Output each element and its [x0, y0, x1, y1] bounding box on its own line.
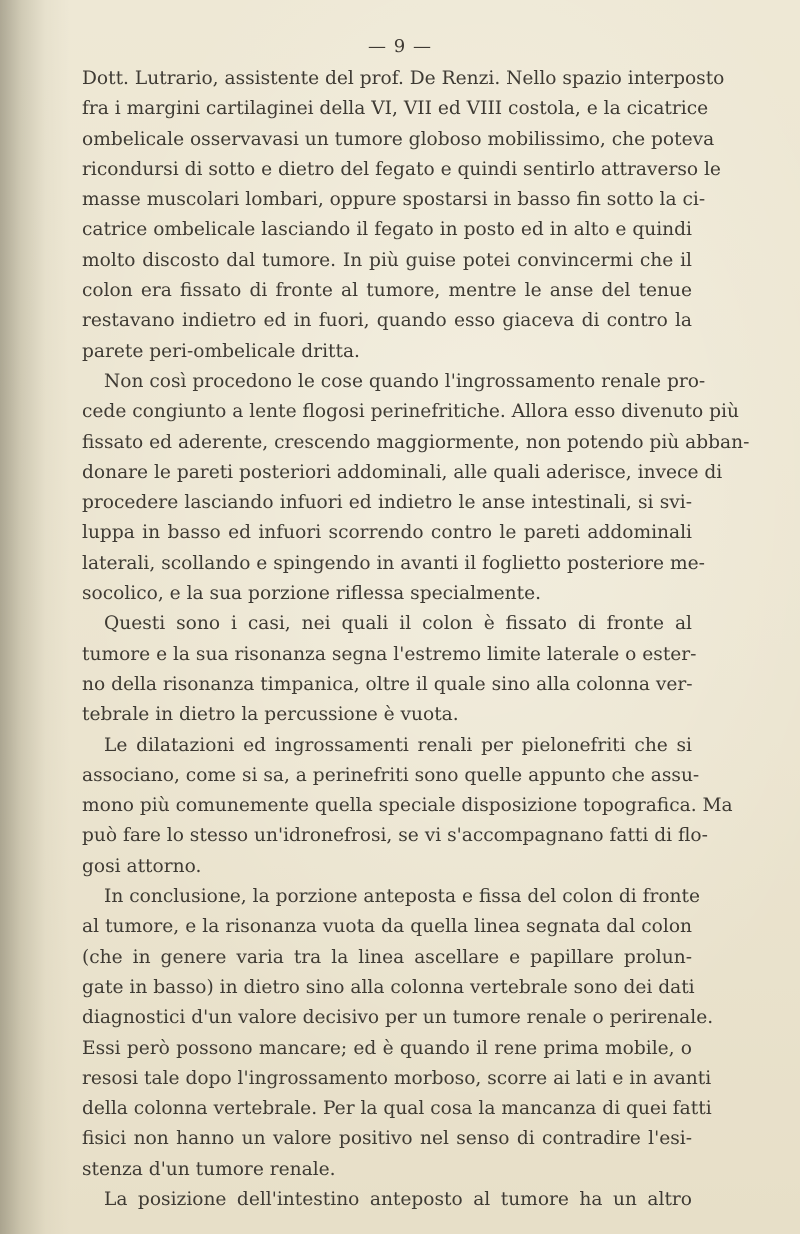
text-line: no della risonanza timpanica, oltre il quale sino alla colonna ver-: [82, 673, 693, 695]
text-line: Le dilatazioni ed ingrossamenti renali per pielonefriti che si: [104, 734, 692, 756]
text-line: laterali, scollando e spingendo in avanti il foglietto posteriore me-: [82, 552, 705, 574]
text-line: stenza d'un tumore renale.: [82, 1158, 336, 1180]
text-line: associano, come si sa, a perinefriti sono quelle appunto che assu-: [82, 764, 700, 786]
text-line: luppa in basso ed infuori scorrendo contro le pareti addominali: [82, 522, 692, 544]
text-line: ricondursi di sotto e dietro del fegato e quindi sentirlo attraverso le: [82, 158, 721, 180]
text-line: tumore e la sua risonanza segna l'estremo limite laterale o ester-: [82, 643, 697, 665]
text-line: catrice ombelicale lasciando il fegato in posto ed in alto e quindi: [82, 219, 692, 241]
text-line: fissato ed aderente, crescendo maggiormente, non potendo più abban-: [82, 431, 750, 453]
text-line: (che in genere varia tra la linea ascellare e papillare prolun-: [82, 946, 692, 968]
text-line: Essi però possono mancare; ed è quando il rene prima mobile, o: [82, 1037, 692, 1059]
text-line: colon era fissato di fronte al tumore, mentre le anse del tenue: [82, 280, 692, 302]
text-line: resosi tale dopo l'ingrossamento morboso, scorre ai lati e in avanti: [82, 1067, 712, 1089]
text-line: gate in basso) in dietro sino alla colonna vertebrale sono dei dati: [82, 976, 695, 998]
body-text: [82, 64, 750, 1215]
page-number: — 9 —: [368, 36, 432, 57]
text-line: diagnostici d'un valore decisivo per un tumore renale o perirenale.: [82, 1007, 714, 1029]
text-line: masse muscolari lombari, oppure spostarsi in basso fin sotto la ci-: [82, 189, 706, 211]
text-line: Non così procedono le cose quando l'ingrossamento renale pro-: [104, 370, 706, 392]
text-line: Dott. Lutrario, assistente del prof. De Renzi. Nello spazio interposto: [82, 68, 725, 89]
text-line: della colonna vertebrale. Per la qual cosa la mancanza di quei fatti: [82, 1098, 712, 1120]
text-line: procedere lasciando infuori ed indietro le anse intestinali, si svi-: [82, 492, 692, 514]
text-line: ombelicale osservavasi un tumore globoso mobilissimo, che poteva: [82, 128, 715, 150]
text-line: socolico, e la sua porzione riflessa specialmente.: [82, 583, 542, 605]
text-line: gosi attorno.: [82, 855, 202, 877]
binding-shadow: [0, 0, 70, 1234]
text-line: donare le pareti posteriori addominali, alle quali aderisce, invece di: [82, 461, 723, 483]
text-line: In conclusione, la porzione anteposta e fissa del colon di fronte: [104, 886, 700, 908]
text-line: al tumore, e la risonanza vuota da quella linea segnata dal colon: [82, 916, 692, 938]
text-line: tebrale in dietro la percussione è vuota.: [82, 704, 459, 726]
text-line: restavano indietro ed in fuori, quando esso giaceva di contro la: [82, 310, 692, 332]
text-line: La posizione dell'intestino anteposto al tumore ha un altro: [104, 1188, 692, 1210]
text-line: parete peri-ombelicale dritta.: [82, 340, 360, 362]
text-line: può fare lo stesso un'idronefrosi, se vi s'accompagnano fatti di flo-: [82, 825, 708, 847]
text-line: cede congiunto a lente flogosi perinefritiche. Allora esso divenuto più: [82, 401, 739, 423]
text-line: molto discosto dal tumore. In più guise potei convincermi che il: [82, 249, 692, 271]
text-line: Questi sono i casi, nei quali il colon è fissato di fronte al: [104, 613, 692, 635]
text-line: mono più comunemente quella speciale disposizione topografica. Ma: [82, 795, 733, 817]
text-line: fra i margini cartilaginei della VI, VII ed VIII costola, e la cicatrice: [82, 98, 709, 120]
text-line: fisici non hanno un valore positivo nel senso di contradire l'esi-: [82, 1128, 692, 1150]
